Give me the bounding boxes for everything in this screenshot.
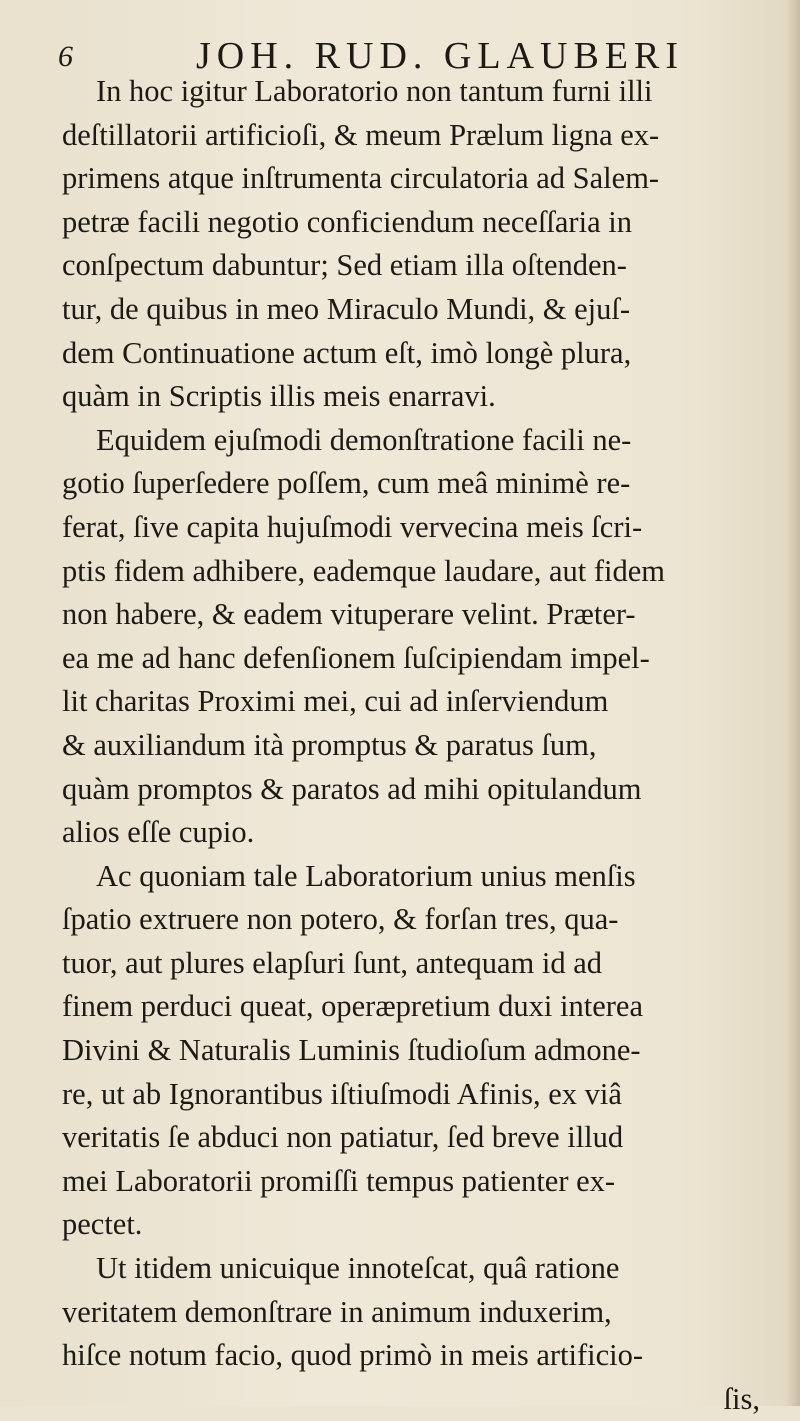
- text-line: conſpectum dabuntur; Sed etiam illa oſtenden-: [62, 248, 627, 283]
- text-line: In hoc igitur Laboratorio non tantum furni illi: [96, 74, 653, 108]
- text-line: tur, de quibus in meo Miraculo Mundi, & ejuſ-: [62, 291, 631, 326]
- text-line: non habere, & eadem vituperare velint. Præter-: [62, 597, 636, 632]
- text-line: ptis fidem adhibere, eademque laudare, aut fidem: [62, 553, 665, 588]
- text-line: ſpatio extruere non potero, & forſan tres, qua-: [62, 902, 619, 937]
- text-line: lit charitas Proximi mei, cui ad inſerviendum: [62, 684, 609, 719]
- text-line: deſtillatorii artificioſi, & meum Prælum ligna ex-: [62, 117, 660, 152]
- text-line: Equidem ejuſmodi demonſtratione facili ne-: [96, 422, 632, 457]
- text-line: Ac quoniam tale Laboratorium unius menſis: [96, 858, 636, 893]
- text-line: & auxiliandum ità promptus & paratus ſum,: [62, 727, 597, 762]
- page-edge-shadow: [786, 0, 800, 1406]
- running-head: JOH. RUD. GLAUBERI: [196, 35, 684, 77]
- text-line: Ut itidem unicuique innoteſcat, quâ ratione: [96, 1251, 620, 1286]
- catchword: ſis,: [723, 1381, 760, 1416]
- text-line: primens atque inſtrumenta circulatoria ad Salem-: [62, 161, 660, 196]
- text-line: mei Laboratorii promiſſi tempus patienter ex-: [62, 1163, 616, 1198]
- text-line: Divini & Naturalis Luminis ſtudioſum admone-: [62, 1033, 641, 1068]
- text-line: dem Continuatione actum eſt, imò longè plura,: [62, 335, 632, 370]
- text-line: quàm in Scriptis illis meis enarravi.: [62, 379, 496, 414]
- text-line: alios eſſe cupio.: [62, 815, 255, 850]
- body-text: [62, 70, 762, 1421]
- text-line: finem perduci queat, operæpretium duxi interea: [62, 989, 643, 1024]
- text-line: pectet.: [62, 1207, 143, 1242]
- text-line: veritatem demonſtrare in animum induxerim,: [62, 1294, 612, 1329]
- page-number: 6: [58, 40, 73, 73]
- text-line: tuor, aut plures elapſuri ſunt, antequam id ad: [62, 945, 603, 980]
- text-line: petræ facili negotio conficiendum neceſſaria in: [62, 204, 632, 239]
- text-line: ea me ad hanc defenſionem ſuſcipiendam impel-: [62, 640, 650, 675]
- text-line: hiſce notum facio, quod primò in meis artificio-: [62, 1338, 644, 1373]
- text-line: re, ut ab Ignorantibus iſtiuſmodi Afinis, ex viâ: [62, 1076, 622, 1111]
- text-line: ferat, ſive capita hujuſmodi vervecina meis ſcri-: [62, 509, 643, 544]
- text-line: veritatis ſe abduci non patiatur, ſed breve illud: [62, 1120, 624, 1155]
- text-line: gotio ſuperſedere poſſem, cum meâ minimè re-: [62, 466, 631, 501]
- text-line: quàm promptos & paratos ad mihi opitulandum: [62, 771, 642, 806]
